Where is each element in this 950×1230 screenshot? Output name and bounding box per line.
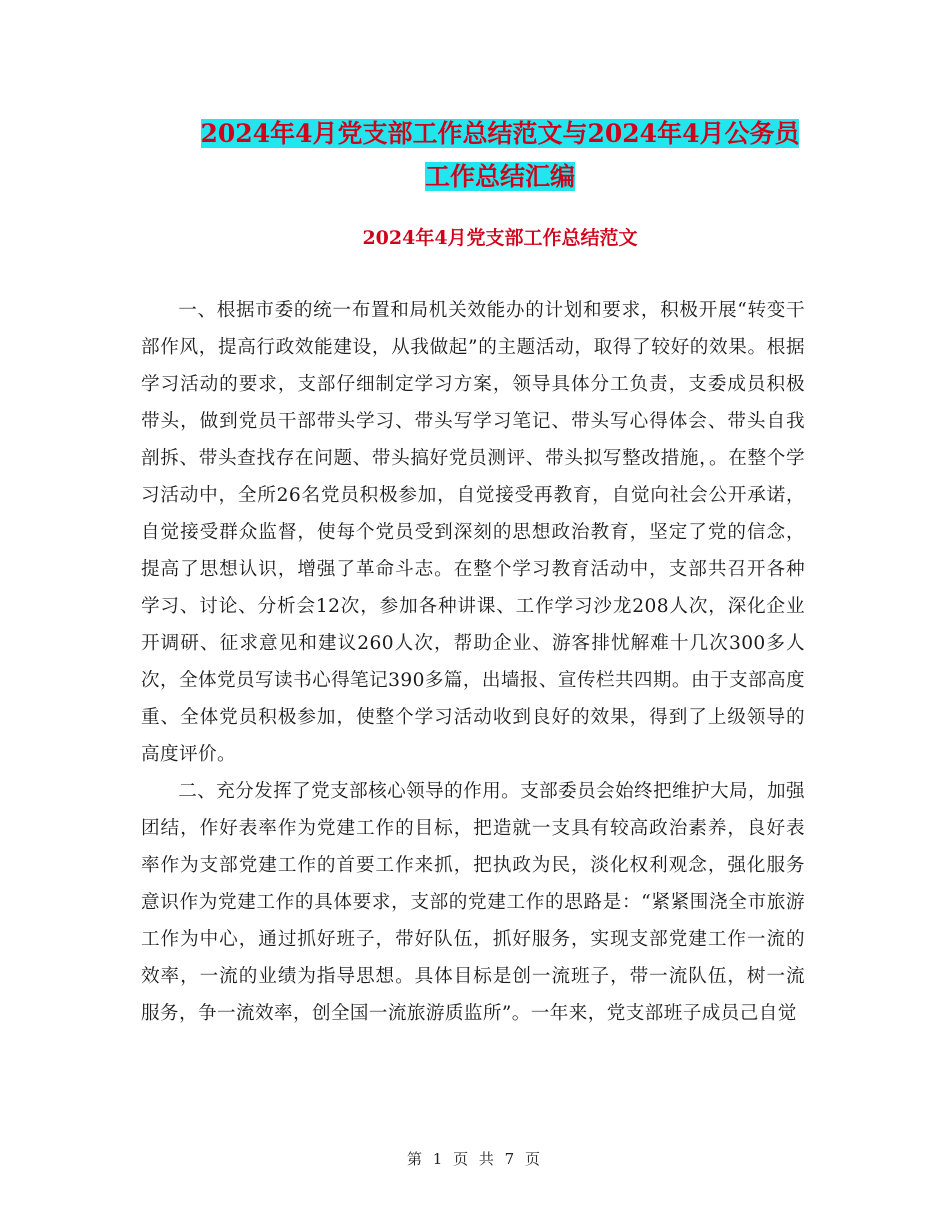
paragraph-1: 一、根据市委的统一布置和局机关效能办的计划和要求，积极开展“转变干部作风，提高行政效能建设，从我做起”的主题活动，取得了较好的效果。根据学习活动的要求，支部仔细制定学习方案，领导具体分工负责，支委成员积极带头，做到党员干部带头学习、带头写学习笔记、带头写心得体会、带头自我剖拆、带头查找存在问题、带头搞好党员测评、带头拟写整改措施，。在整个学习活动中，全所26名党员积极参加，自觉接受再教育，自觉向社会公开承诺，自觉接受群众监督，使每个党员受到深刻的思想政治教育，坚定了党的信念，提高了思想认识，增强了革命斗志。在整个学习教育活动中，支部共召开各种学习、讨论、分析会12次，参加各种讲课、工作学习沙龙208人次，深化企业开调研、征求意见和建议260人次，帮助企业、游客排忧解难十几次300多人次，全体党员写读书心得笔记390多篇，出墙报、宣传栏共四期。由于支部高度重、全体党员积极参加，使整个学习活动收到良好的效果，得到了上级领导的高度评价。 xyxy=(141,300,805,765)
title-line-2: 工作总结汇编 xyxy=(424,162,575,191)
document-body xyxy=(141,292,805,1032)
document-title xyxy=(140,112,860,198)
page-footer: 第 1 页 共 7 页 xyxy=(407,1150,543,1168)
section-heading: 2024年4月党支部工作总结范文 xyxy=(362,227,638,249)
title-line-1: 2024年4月党支部工作总结范文与2024年4月公务员 xyxy=(200,119,800,148)
paragraph-2: 二、充分发挥了党支部核心领导的作用。支部委员会始终把维护大局，加强团结，作好表率作为党建工作的目标，把造就一支具有较高政治素养，良好表率作为支部党建工作的首要工作来抓，把执政为民，淡化权利观念，强化服务意识作为党建工作的具体要求，支部的党建工作的思路是：“紧紧围浇全市旅游工作为中心，通过抓好班子，带好队伍，抓好服务，实现支部党建工作一流的效率，一流的业绩为指导思想。具体目标是创一流班子，带一流队伍，树一流服务，争一流效率，创全国一流旅游质监所”。一年来，党支部班子成员己自觉 xyxy=(141,781,805,1024)
